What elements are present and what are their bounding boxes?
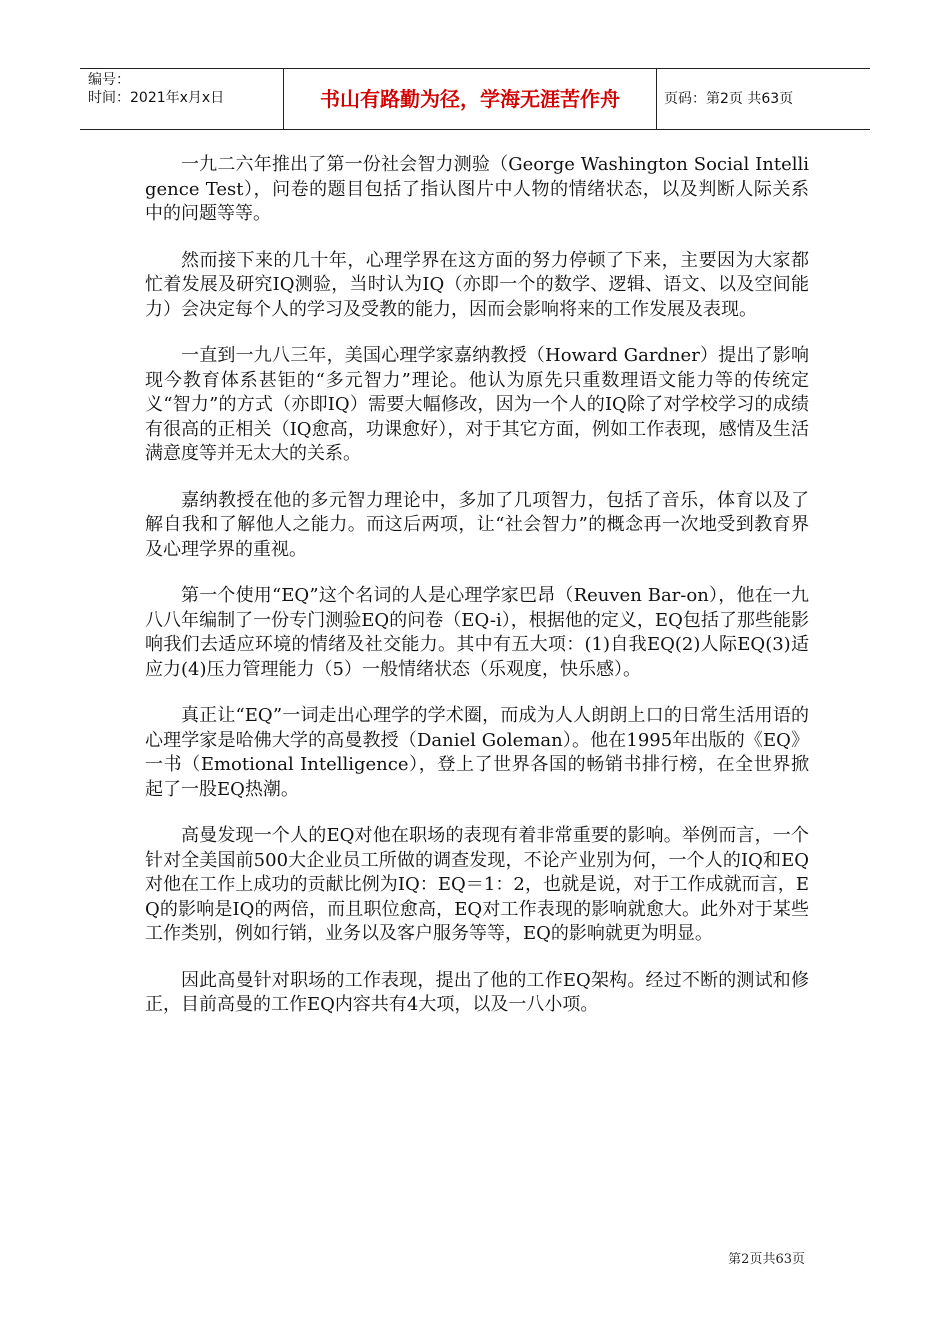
paragraph: 第一个使用“EQ”这个名词的人是心理学家巴昂（Reuven Bar-on），他在一九八八年编制了一份专门测验EQ的问卷（EQ-i），根据他的定义，EQ包括了那些能影响我们去适应环境的情绪及社交能力。其中有五大项：(1)自我EQ(2)人际EQ(3)适应力(4)压力管理能力（5）一般情绪状态（乐观度，快乐感）。 [145, 585, 809, 680]
paragraph: 嘉纳教授在他的多元智力理论中，多加了几项智力，包括了音乐，体育以及了解自我和了解他人之能力。而这后两项，让“社会智力”的概念再一次地受到教育界及心理学界的重视。 [145, 489, 809, 560]
header-divider [656, 69, 657, 129]
header-motto: 书山有路勤为径，学海无涯苦作舟 [320, 87, 620, 111]
date-label: 时间：2021年x月x日 [88, 90, 225, 106]
paragraph: 一九二六年推出了第一份社会智力测验（George Washington Social Intelligence Test），问卷的题目包括了指认图片中人物的情绪状态，以及判断人际关系中的问题等等。 [145, 154, 809, 224]
page-header [80, 68, 870, 130]
serial-number-label: 编号： [88, 72, 130, 88]
paragraph: 然而接下来的几十年，心理学界在这方面的努力停顿了下来，主要因为大家都忙着发展及研究IQ测验，当时认为IQ（亦即一个的数学、逻辑、语文、以及空间能力）会决定每个人的学习及受教的能力，因而会影响将来的工作发展及表现。 [145, 249, 809, 320]
header-meta [88, 71, 283, 107]
document-body [145, 153, 809, 1040]
paragraph: 高曼发现一个人的EQ对他在职场的表现有着非常重要的影响。举例而言，一个针对全美国前500大企业员工所做的调查发现，不论产业别为何，一个人的IQ和EQ对他在工作上成功的贡献比例为IQ：EQ＝1：2，也就是说，对于工作成就而言，EQ的影响是IQ的两倍，而且职位愈高，EQ对工作表现的影响就愈大。此外对于某些工作类别，例如行销，业务以及客户服务等等，EQ的影响就更为明显。 [145, 825, 809, 944]
paragraph: 真正让“EQ”一词走出心理学的学术圈，而成为人人朗朗上口的日常生活用语的心理学家是哈佛大学的高曼教授（Daniel Goleman）。他在1995年出版的《EQ》一书（Emotional Intelligence），登上了世界各国的畅销书排行榜，在全世界掀起了一股EQ热潮。 [145, 705, 809, 800]
paragraph: 因此高曼针对职场的工作表现，提出了他的工作EQ架构。经过不断的测试和修正，目前高曼的工作EQ内容共有4大项，以及一八小项。 [145, 969, 809, 1015]
header-page-number: 页码：第2页 共63页 [664, 91, 794, 107]
page-footer: 第2页共63页 [728, 1252, 805, 1267]
paragraph: 一直到一九八三年，美国心理学家嘉纳教授（Howard Gardner）提出了影响现今教育体系甚钜的“多元智力”理论。他认为原先只重数理语文能力等的传统定义“智力”的方式（亦即IQ）需要大幅修改，因为一个人的IQ除了对学校学习的成绩有很高的正相关（IQ愈高，功课愈好），对于其它方面，例如工作表现，感情及生活满意度等并无太大的关系。 [145, 345, 809, 464]
